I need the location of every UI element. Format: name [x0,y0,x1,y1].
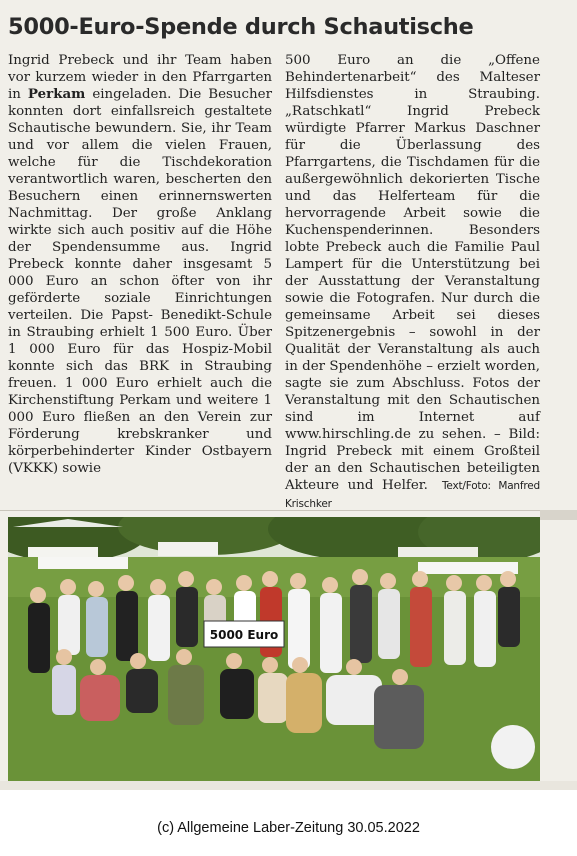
left-text-part-1: Ingrid Prebeck und ihr Team haben vor kurzem wieder in den Pfarrgarten in [8,53,272,102]
clipping-bottom-edge [0,781,577,790]
adjacent-article-fragment [540,510,577,520]
location-perkam: Perkam [27,86,86,102]
left-column-text [8,52,272,477]
article-column-left [8,52,272,477]
right-column-text [285,52,540,513]
article-headline: 5000-Euro-Spende durch Schautische [8,14,474,40]
group-photo-image [8,517,540,785]
left-text-part-2: eingeladen. Die Besucher konnten dort einfallsreich gestaltete Schautische bewundern. Sie, ihr Team und vor allem die vielen Frauen, welche für die Tischdekoration verantwortlich waren, bescherten den Besuchern einen erinnernswerten Nachmittag. Der große Anklang wirkte sich auch positiv auf die Höhe der Spendensumme aus. Ingrid Prebeck konnte daher insgesamt 5 000 Euro an schon öfter von ihr geförderte soziale Einrichtungen verteilen. Die Papst- Benedikt-Schule in Straubing erhielt 1 500 Euro. Über 1 000 Euro für das Hospiz-Mobil konnte sich das BRK in Straubing freuen. 1 000 Euro erhielt auch die Kirchenstiftung Perkam und weitere 1 000 Euro fließen an den Verein zur Förderung krebskranker und körperbehinderter Kinder Ostbayern (VKKK) sowie [8,87,272,476]
article-column-right [285,52,540,513]
right-text: 500 Euro an die „Offene Behindertenarbeit“ des Malteser Hilfsdienstes in Straubing. „Ratschkatl“ Ingrid Prebeck würdigte Pfarrer Markus Daschner für die Überlassung des Pfarrgartens, die Tischdamen für die außergewöhnlich dekorierten Tische und das Helferteam für die hervorragende Arbeit sowie die Kuchenspenderinnen. Besonders lobte Prebeck auch die Familie Paul Lampert für die Unterstützung bei der Ausstattung der Veranstaltung sowie die Fotografen. Nur durch die gemeinsame Arbeit sei dieses Spitzenergebnis – sowohl in der Qualität der Veranstaltung als auch in der Spendenhöhe – erzielt worden, sagte sie zum Abschluss. Fotos der Veranstaltung mit den Schautischen sind im Internet auf www.hirschling.de zu sehen. – Bild: Ingrid Prebeck mit einem Großteil der an den Schautischen beteiligten Akteure und Helfer. [285,53,540,493]
photo-credit: Text/Foto: Manfred Krischker [285,480,540,510]
section-divider [0,510,577,511]
source-caption: (c) Allgemeine Laber-Zeitung 30.05.2022 [157,820,420,836]
donation-sign-text: 5000 Euro [209,628,279,642]
group-photo [8,517,540,785]
